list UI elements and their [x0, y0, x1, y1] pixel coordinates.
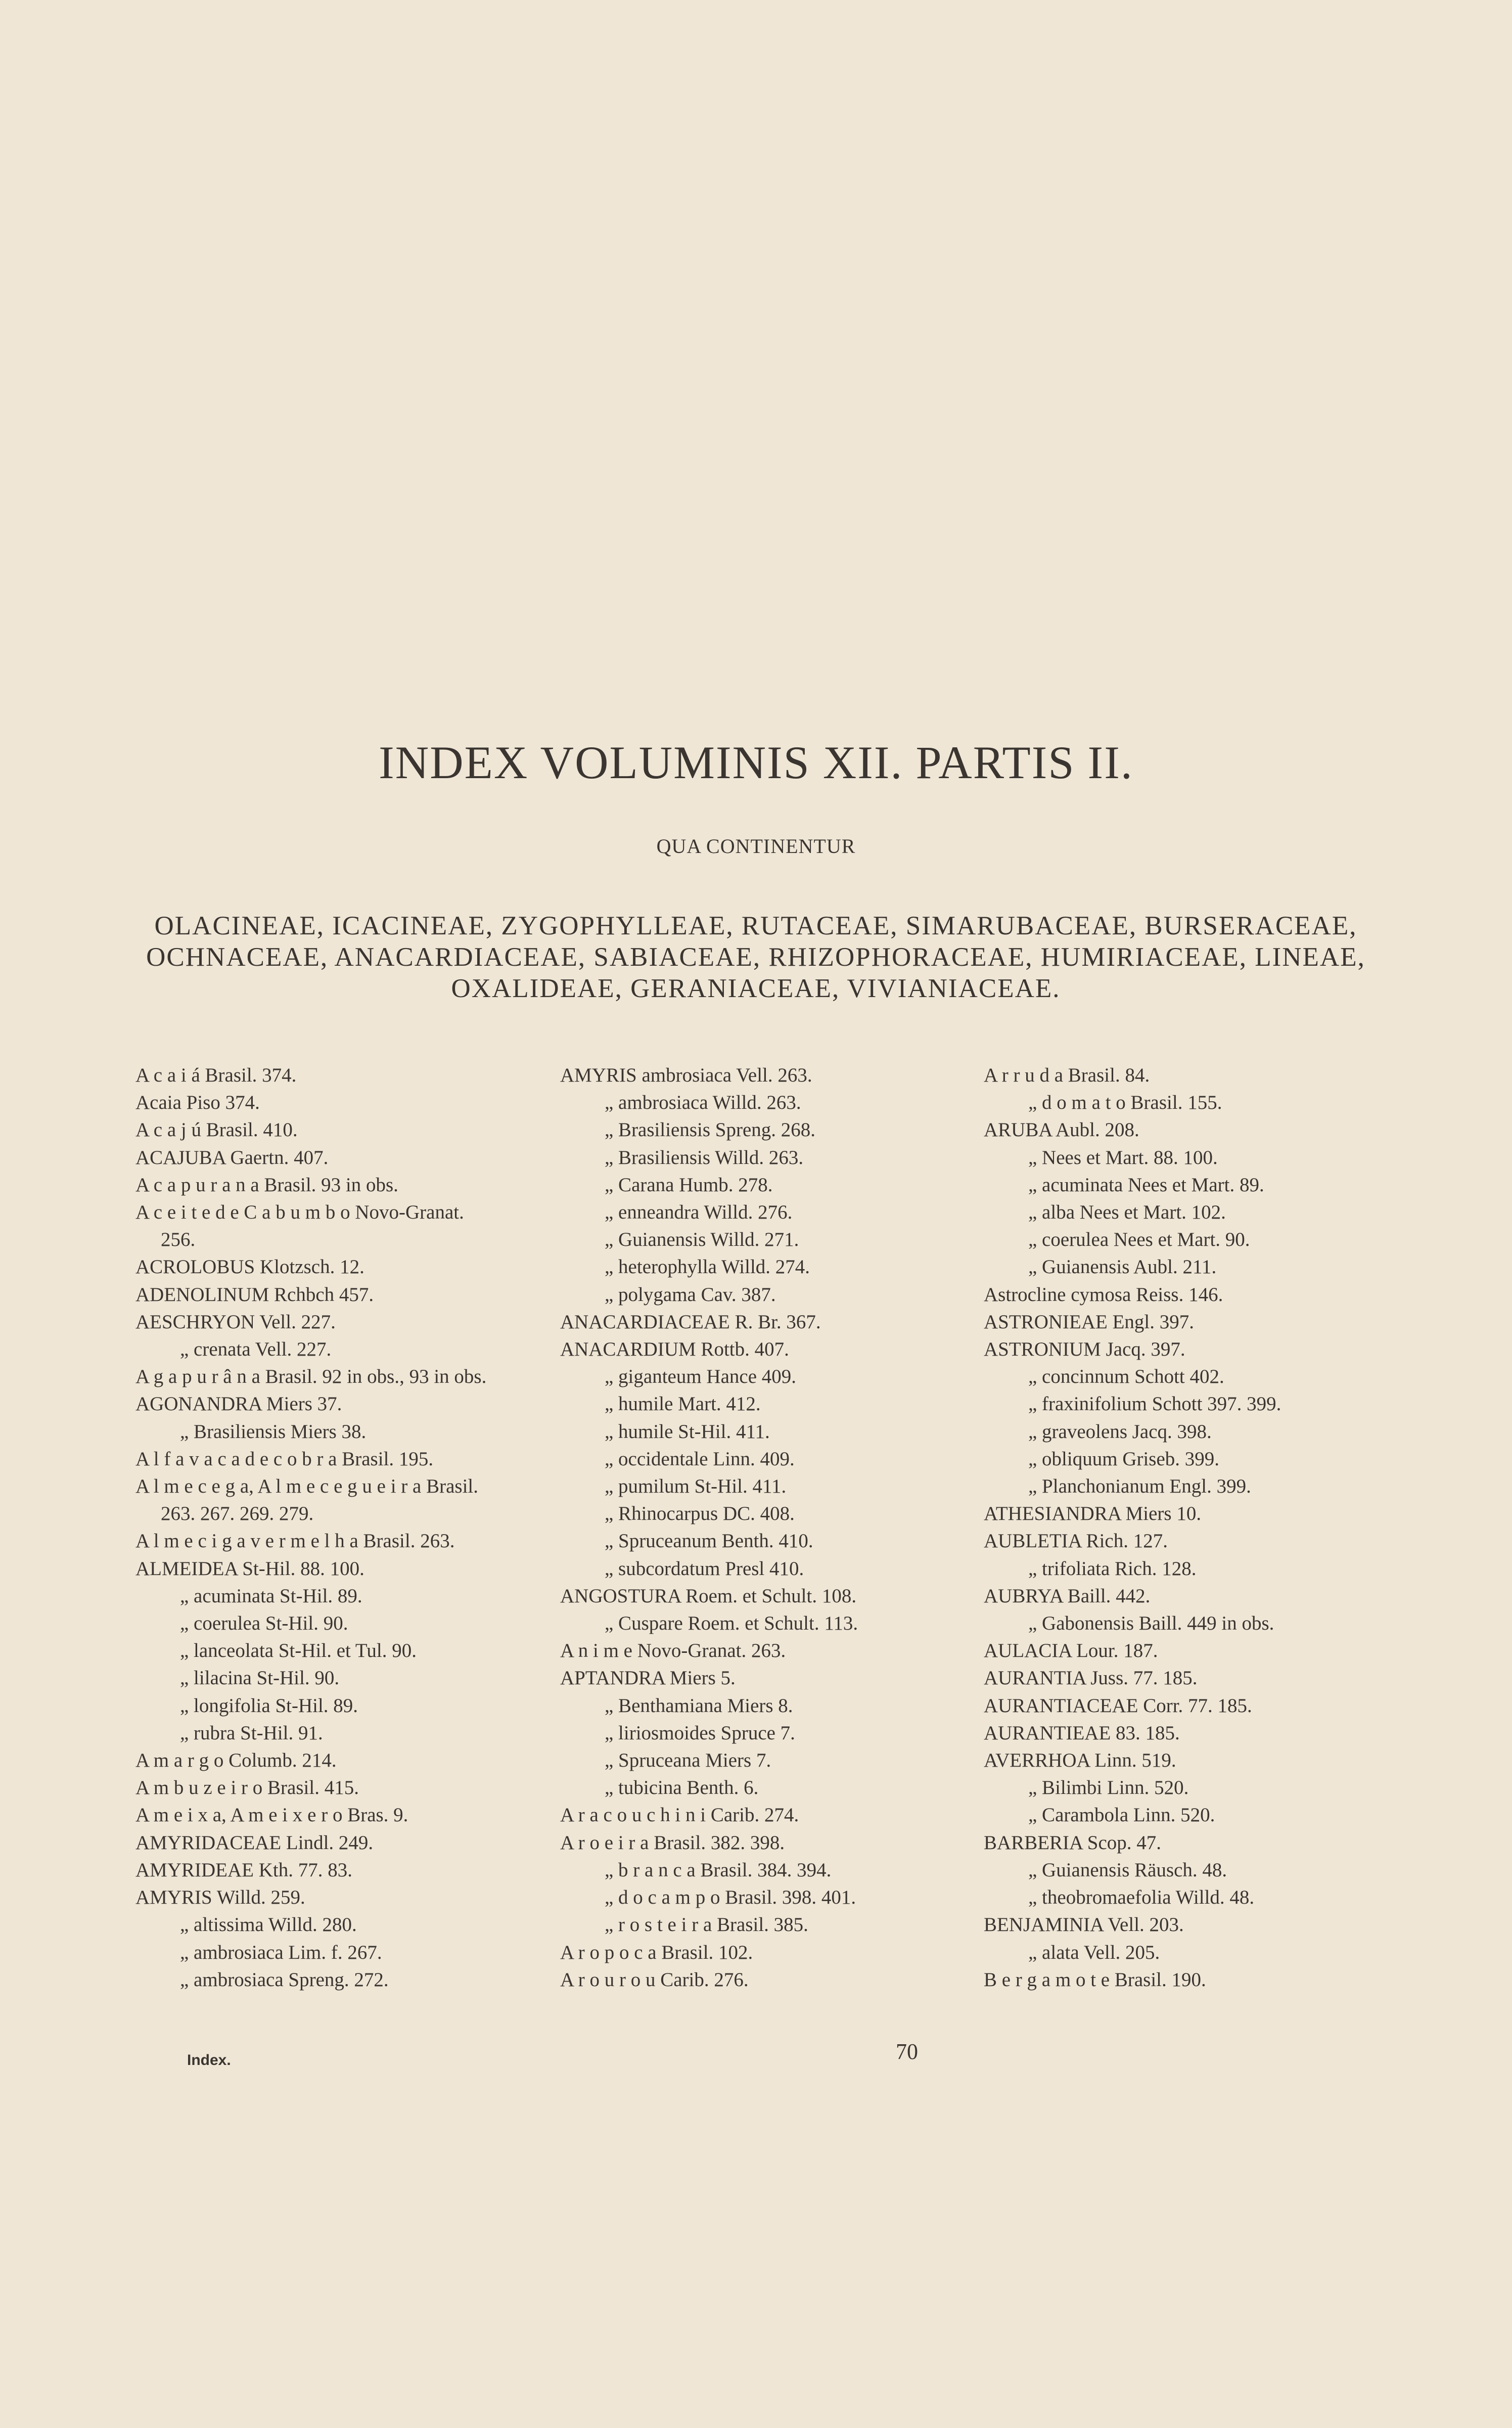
index-entry: ADENOLINUM Rchbch 457.	[135, 1283, 374, 1306]
index-entry: „ enneandra Willd. 276.	[605, 1201, 793, 1224]
index-entry: „ Brasiliensis Willd. 263.	[605, 1146, 804, 1168]
index-entry: „ alba Nees et Mart. 102.	[1028, 1201, 1226, 1224]
index-entry: A l m e c i g a v e r m e l h a Brasil. 263.	[135, 1530, 455, 1552]
index-entry: „ humile St-Hil. 411.	[605, 1420, 770, 1443]
index-entry: ANACARDIUM Rottb. 407.	[560, 1338, 789, 1361]
index-entry: „ alata Vell. 205.	[1028, 1941, 1160, 1963]
index-entry: „ heterophylla Willd. 274.	[605, 1256, 810, 1278]
index-entry: „ Rhinocarpus DC. 408.	[605, 1503, 795, 1525]
index-entry: A l m e c e g a, A l m e c e g u e i r a Brasil.	[135, 1475, 478, 1498]
index-entry: „ r o s t e i r a Brasil. 385.	[605, 1914, 808, 1936]
family-list	[116, 910, 1395, 1004]
index-entry: AURANTIA Juss. 77. 185.	[984, 1667, 1198, 1689]
page-title: INDEX VOLUMINIS XII. PARTIS II.	[379, 737, 1133, 788]
index-entry: „ d o c a m p o Brasil. 398. 401.	[605, 1886, 856, 1909]
index-entry: „ giganteum Hance 409.	[605, 1366, 797, 1388]
index-entry: „ Carana Humb. 278.	[605, 1174, 773, 1196]
index-entry: „ obliquum Griseb. 399.	[1028, 1448, 1220, 1470]
index-entry: A l f a v a c a d e c o b r a Brasil. 195.	[135, 1448, 434, 1470]
index-entry: „ graveolens Jacq. 398.	[1028, 1420, 1212, 1443]
index-entry: ACAJUBA Gaertn. 407.	[135, 1146, 329, 1168]
index-entry: BENJAMINIA Vell. 203.	[984, 1914, 1184, 1936]
index-entry: AMYRIS Willd. 259.	[135, 1886, 305, 1909]
family-line: OCHNACEAE, ANACARDIACEAE, SABIACEAE, RHIZOPHORACEAE, HUMIRIACEAE, LINEAE,	[146, 942, 1365, 972]
index-entry: „ Bilimbi Linn. 520.	[1028, 1777, 1189, 1799]
index-entry: BARBERIA Scop. 47.	[984, 1831, 1162, 1854]
index-entry: „ Spruceanum Benth. 410.	[605, 1530, 813, 1552]
index-entry: „ fraxinifolium Schott 397. 399.	[1028, 1393, 1281, 1415]
index-entry: „ b r a n c a Brasil. 384. 394.	[605, 1859, 832, 1881]
index-entry: „ Benthamiana Miers 8.	[605, 1694, 793, 1717]
index-entry: „ ambrosiaca Spreng. 272.	[180, 1968, 389, 1991]
index-entry: „ theobromaefolia Willd. 48.	[1028, 1886, 1255, 1909]
index-entry: AGONANDRA Miers 37.	[135, 1393, 342, 1415]
index-entry: B e r g a m o t e Brasil. 190.	[984, 1968, 1206, 1991]
index-entry: „ trifoliata Rich. 128.	[1028, 1557, 1197, 1580]
index-entry: ASTRONIUM Jacq. 397.	[984, 1338, 1185, 1361]
index-entry: „ Brasiliensis Miers 38.	[180, 1420, 366, 1443]
index-entry: AMYRIDEAE Kth. 77. 83.	[135, 1859, 352, 1881]
index-entry: A r r u d a Brasil. 84.	[984, 1064, 1150, 1086]
index-entry: „ concinnum Schott 402.	[1028, 1366, 1224, 1388]
index-entry: ANGOSTURA Roem. et Schult. 108.	[560, 1585, 857, 1607]
index-entry: „ Gabonensis Baill. 449 in obs.	[1028, 1612, 1274, 1635]
index-entry: „ d o m a t o Brasil. 155.	[1028, 1092, 1222, 1114]
index-entry: A n i m e Novo-Granat. 263.	[560, 1640, 786, 1662]
index-entry: „ crenata Vell. 227.	[180, 1338, 332, 1361]
index-entry: ASTRONIEAE Engl. 397.	[984, 1311, 1194, 1333]
index-entry: „ lilacina St-Hil. 90.	[180, 1667, 340, 1689]
index-entry: „ Cuspare Roem. et Schult. 113.	[605, 1612, 858, 1635]
index-entry: „ Guianensis Aubl. 211.	[1028, 1256, 1217, 1278]
index-entry: A m b u z e i r o Brasil. 415.	[135, 1777, 359, 1799]
index-entry: „ Guianensis Willd. 271.	[605, 1229, 799, 1251]
index-entry: „ rubra St-Hil. 91.	[180, 1722, 323, 1744]
index-entry: A c a j ú Brasil. 410.	[135, 1119, 298, 1141]
page-number: 70	[896, 2039, 918, 2064]
index-entry: „ humile Mart. 412.	[605, 1393, 761, 1415]
index-entry: Astrocline cymosa Reiss. 146.	[984, 1283, 1223, 1306]
index-entry: A g a p u r â n a Brasil. 92 in obs., 93 in obs.	[135, 1366, 487, 1388]
index-entry: „ longifolia St-Hil. 89.	[180, 1694, 358, 1717]
index-entry: AVERRHOA Linn. 519.	[984, 1749, 1176, 1772]
index-entry: AMYRIS ambrosiaca Vell. 263.	[560, 1064, 812, 1086]
index-entry: „ coerulea Nees et Mart. 90.	[1028, 1229, 1250, 1251]
index-entry: ACROLOBUS Klotzsch. 12.	[135, 1256, 364, 1278]
index-entry: „ Guianensis Räusch. 48.	[1028, 1859, 1227, 1881]
index-entry: Acaia Piso 374.	[135, 1092, 260, 1114]
index-column-1	[135, 1062, 535, 1994]
index-entry: A m a r g o Columb. 214.	[135, 1749, 337, 1772]
index-entry: „ lanceolata St-Hil. et Tul. 90.	[180, 1640, 417, 1662]
index-entry: „ tubicina Benth. 6.	[605, 1777, 759, 1799]
index-entry: „ Brasiliensis Spreng. 268.	[605, 1119, 816, 1141]
index-entry: ALMEIDEA St-Hil. 88. 100.	[135, 1557, 364, 1580]
index-entry: ATHESIANDRA Miers 10.	[984, 1503, 1202, 1525]
index-entry: A c a i á Brasil. 374.	[135, 1064, 297, 1086]
index-column-2	[560, 1062, 965, 1994]
page-subtitle: QUA CONTINENTUR	[656, 835, 856, 858]
index-entry: ARUBA Aubl. 208.	[984, 1119, 1139, 1141]
index-entry: A r o e i r a Brasil. 382. 398.	[560, 1831, 785, 1854]
index-entry: „ acuminata Nees et Mart. 89.	[1028, 1174, 1264, 1196]
index-entry: AESCHRYON Vell. 227.	[135, 1311, 336, 1333]
index-entry: „ ambrosiaca Willd. 263.	[605, 1092, 801, 1114]
family-line: OLACINEAE, ICACINEAE, ZYGOPHYLLEAE, RUTACEAE, SIMARUBACEAE, BURSERACEAE,	[154, 911, 1357, 940]
index-entry: „ Nees et Mart. 88. 100.	[1028, 1146, 1218, 1168]
index-entry: ANACARDIACEAE R. Br. 367.	[560, 1311, 821, 1333]
index-entry: A m e i x a, A m e i x e r o Bras. 9.	[135, 1804, 408, 1826]
index-entry: APTANDRA Miers 5.	[560, 1667, 736, 1689]
footer-label: Index.	[187, 2052, 231, 2069]
index-entry: AURANTIEAE 83. 185.	[984, 1722, 1180, 1744]
index-entry: AUBRYA Baill. 442.	[984, 1585, 1151, 1607]
index-entry: AMYRIDACEAE Lindl. 249.	[135, 1831, 374, 1854]
index-entry: 263. 267. 269. 279.	[161, 1503, 314, 1525]
index-entry: „ altissima Willd. 280.	[180, 1914, 357, 1936]
index-entry: „ polygama Cav. 387.	[605, 1283, 776, 1306]
index-entry: „ coerulea St-Hil. 90.	[180, 1612, 348, 1635]
index-entry: AULACIA Lour. 187.	[984, 1640, 1158, 1662]
index-entry: A r o u r o u Carib. 276.	[560, 1968, 749, 1991]
index-entry: A r a c o u c h i n i Carib. 274.	[560, 1804, 799, 1826]
index-entry: „ Spruceana Miers 7.	[605, 1749, 771, 1772]
index-entry: „ liriosmoides Spruce 7.	[605, 1722, 795, 1744]
index-entry: 256.	[161, 1229, 196, 1251]
index-entry: AUBLETIA Rich. 127.	[984, 1530, 1168, 1552]
index-column-3	[984, 1062, 1413, 1994]
index-entry: „ subcordatum Presl 410.	[605, 1557, 804, 1580]
index-entry: A c a p u r a n a Brasil. 93 in obs.	[135, 1174, 398, 1196]
index-entry: A c e i t e d e C a b u m b o Novo-Granat.	[135, 1201, 464, 1224]
index-entry: „ pumilum St-Hil. 411.	[605, 1475, 787, 1498]
index-entry: „ Carambola Linn. 520.	[1028, 1804, 1215, 1826]
family-line: OXALIDEAE, GERANIACEAE, VIVIANIACEAE.	[451, 974, 1061, 1003]
index-entry: A r o p o c a Brasil. 102.	[560, 1941, 753, 1963]
index-entry: AURANTIACEAE Corr. 77. 185.	[984, 1694, 1252, 1717]
index-entry: „ Planchonianum Engl. 399.	[1028, 1475, 1251, 1498]
index-entry: „ acuminata St-Hil. 89.	[180, 1585, 362, 1607]
index-entry: „ ambrosiaca Lim. f. 267.	[180, 1941, 382, 1963]
index-entry: „ occidentale Linn. 409.	[605, 1448, 795, 1470]
